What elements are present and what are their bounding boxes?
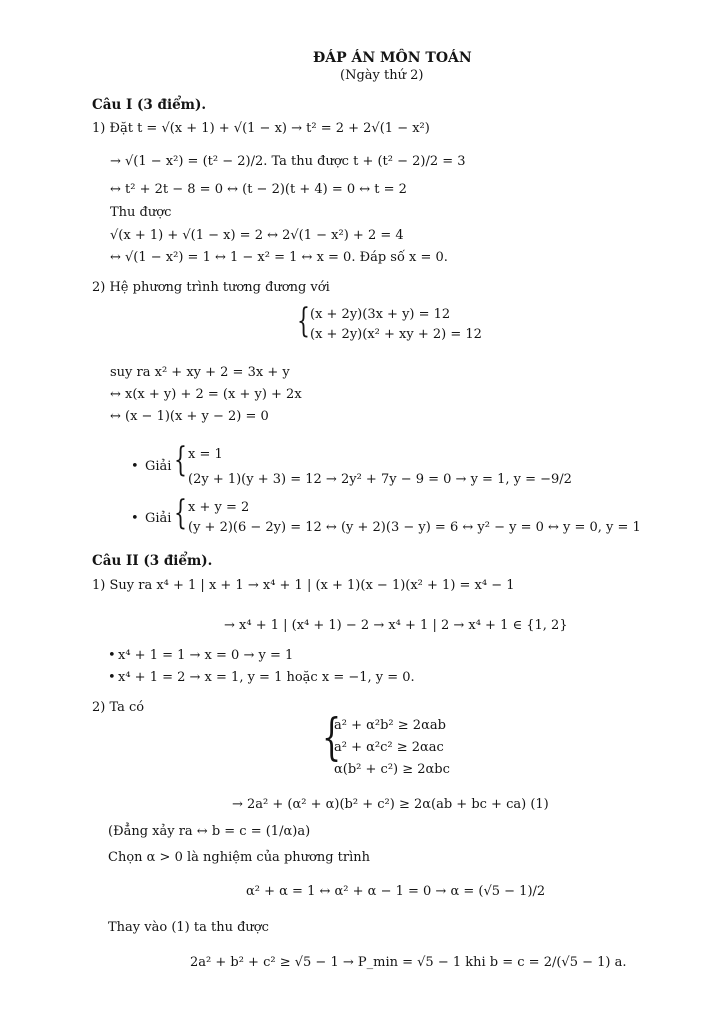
- cau2-part2-line4: α² + α = 1 ↔ α² + α − 1 = 0 → α = (√5 − 1)/2: [246, 884, 546, 899]
- case2-eq2: (y + 2)(6 − 2y) = 12 ↔ (y + 2)(3 − y) = 6 ↔ y² − y = 0 ↔ y = 0, y = 1: [188, 520, 641, 535]
- cau1-part1-line5: √(x + 1) + √(1 − x) = 2 ↔ 2√(1 − x²) + 2 = 4: [110, 228, 404, 243]
- cau2-part1-line2: → x⁴ + 1 | (x⁴ + 1) − 2 → x⁴ + 1 | 2 → x⁴ + 1 ∈ {1, 2}: [224, 618, 568, 633]
- case1-eq1: x = 1: [188, 447, 223, 462]
- system-brace: {: [297, 301, 310, 341]
- cau1-part2-line1: suy ra x² + xy + 2 = 3x + y: [110, 365, 290, 380]
- bullet-dot: •: [108, 648, 116, 663]
- case2-label: Giải: [145, 511, 172, 526]
- case1-eq2: (2y + 1)(y + 3) = 12 → 2y² + 7y − 9 = 0 → y = 1, y = −9/2: [188, 472, 572, 487]
- cau2-part2-intro: 2) Ta có: [92, 700, 145, 715]
- cau2-part2-line1: → 2a² + (α² + α)(b² + c²) ≥ 2α(ab + bc + ca) (1): [232, 797, 549, 812]
- cau1-part1-line4: Thu được: [110, 205, 172, 220]
- system-brace: {: [174, 440, 187, 480]
- cau2-part2-line2: (Đẳng xảy ra ↔ b = c = (1/α)a): [108, 824, 311, 839]
- document-title: ĐÁP ÁN MÔN TOÁN: [313, 50, 472, 66]
- system-brace: {: [322, 708, 342, 766]
- cau1-part2-line3: ↔ (x − 1)(x + y − 2) = 0: [110, 409, 269, 424]
- case2-eq1: x + y = 2: [188, 500, 250, 515]
- cau2-part2-line3: Chọn α > 0 là nghiệm của phương trình: [108, 850, 371, 865]
- cau2-part1-line1: 1) Suy ra x⁴ + 1 | x + 1 → x⁴ + 1 | (x + 1)(x − 1)(x² + 1) = x⁴ − 1: [92, 578, 515, 593]
- cau1-part2-line2: ↔ x(x + y) + 2 = (x + y) + 2x: [110, 387, 302, 402]
- system-brace: {: [174, 493, 187, 533]
- cau1-system-eq1: (x + 2y)(3x + y) = 12: [310, 307, 451, 322]
- cau2-system-eq3: α(b² + c²) ≥ 2αbc: [334, 762, 450, 777]
- bullet-dot: •: [131, 459, 139, 474]
- bullet-dot: •: [131, 511, 139, 526]
- cau2-system-eq2: a² + α²c² ≥ 2αac: [334, 740, 444, 755]
- section-heading-cau-1: Câu I (3 điểm).: [92, 97, 207, 113]
- cau1-part1-line2: → √(1 − x²) = (t² − 2)/2. Ta thu được t + (t² − 2)/2 = 3: [110, 154, 466, 169]
- cau1-part1-line3: ↔ t² + 2t − 8 = 0 ↔ (t − 2)(t + 4) = 0 ↔ t = 2: [110, 182, 407, 197]
- bullet-dot: •: [108, 670, 116, 685]
- cau2-system-eq1: a² + α²b² ≥ 2αab: [334, 718, 446, 733]
- cau1-system-eq2: (x + 2y)(x² + xy + 2) = 12: [310, 327, 482, 342]
- case1-label: Giải: [145, 459, 172, 474]
- cau1-part1-line1: 1) Đặt t = √(x + 1) + √(1 − x) → t² = 2 + 2√(1 − x²): [92, 121, 430, 136]
- section-heading-cau-2: Câu II (3 điểm).: [92, 553, 213, 569]
- cau2-part1-bullet1: x⁴ + 1 = 1 → x = 0 → y = 1: [118, 648, 294, 663]
- cau1-part1-line6: ↔ √(1 − x²) = 1 ↔ 1 − x² = 1 ↔ x = 0. Đáp số x = 0.: [110, 250, 448, 265]
- cau2-part2-line6: 2a² + b² + c² ≥ √5 − 1 → P_min = √5 − 1 khi b = c = 2/(√5 − 1) a.: [190, 955, 627, 970]
- document-subtitle: (Ngày thứ 2): [340, 68, 424, 83]
- cau1-part2-intro: 2) Hệ phương trình tương đương với: [92, 280, 330, 295]
- cau2-part2-line5: Thay vào (1) ta thu được: [108, 920, 269, 935]
- cau2-part1-bullet2: x⁴ + 1 = 2 → x = 1, y = 1 hoặc x = −1, y = 0.: [118, 670, 415, 685]
